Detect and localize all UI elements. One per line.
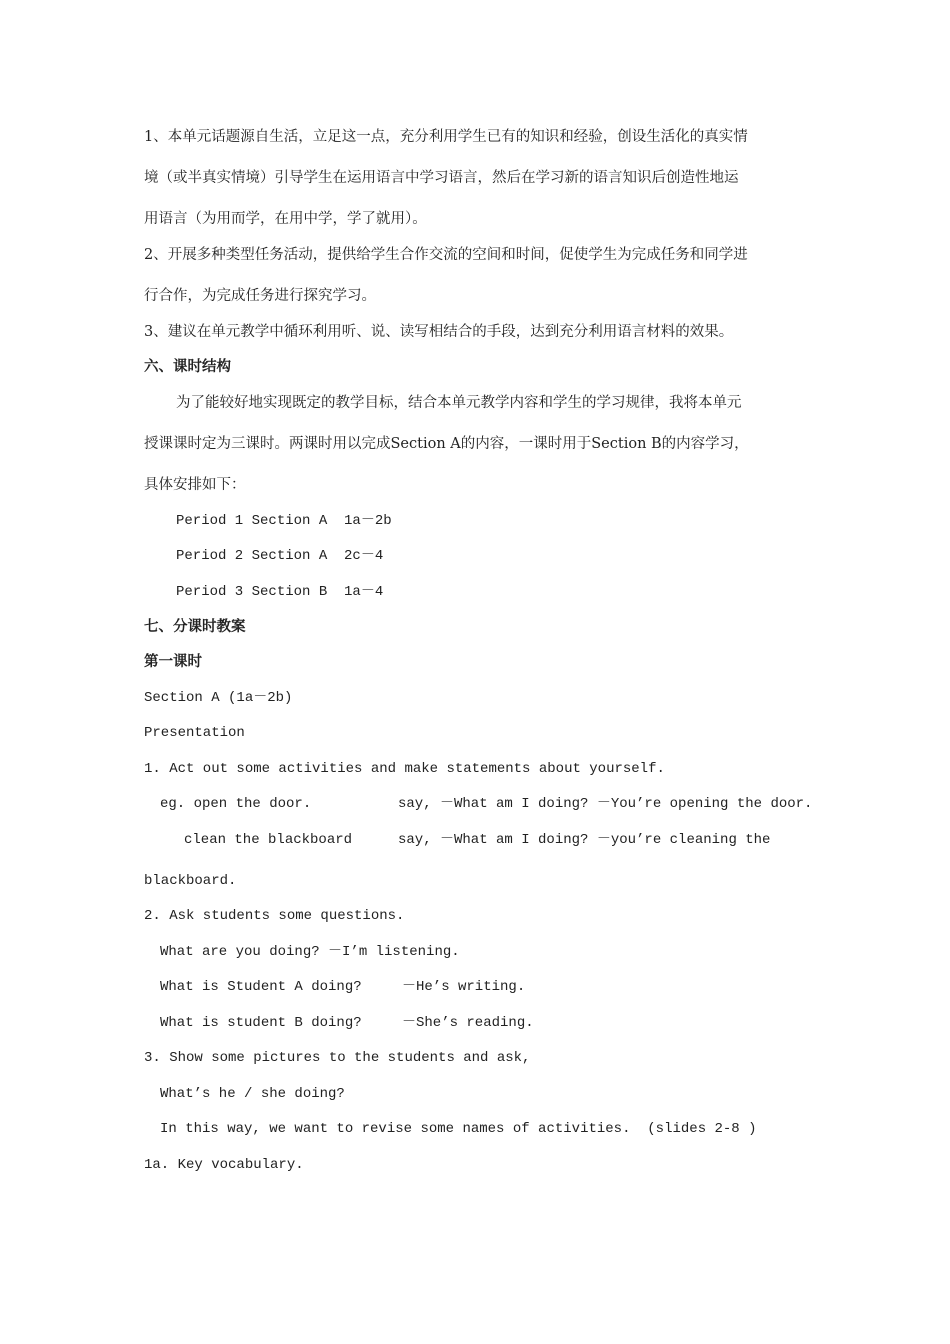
section-6-line-3: 具体安排如下： <box>144 477 246 493</box>
period-1-line: Period 1 Section A 1a－2b <box>176 513 392 529</box>
intro-para-3-line-1: 3、建议在单元教学中循环利用听、说、读写相结合的手段，达到充分利用语言材料的效果。 <box>144 324 734 340</box>
example-2-action: clean the blackboard <box>184 832 353 848</box>
example-1-dialogue: say, －What am I doing? －You’re opening the door. <box>398 796 813 812</box>
intro-para-1-line-3: 用语言（为用而学，在用中学，学了就用）。 <box>144 211 427 227</box>
answer-2-line: －He’s writing. <box>402 979 526 995</box>
step-3-note: In this way, we want to revise some names of activities. (slides 2-8 ) <box>160 1121 757 1137</box>
section-a-title: Section A (1a－2b) <box>144 690 293 706</box>
question-3-line: What is student B doing? <box>160 1015 362 1031</box>
answer-3-line: －She’s reading. <box>402 1015 534 1031</box>
lesson-1-subheading: 第一课时 <box>144 654 202 670</box>
question-2-line: What is Student A doing? <box>160 979 362 995</box>
key-vocabulary-line: 1a. Key vocabulary. <box>144 1157 304 1173</box>
presentation-label: Presentation <box>144 725 245 741</box>
section-6-line-2: 授课课时定为三课时。两课时用以完成Section A的内容，一课时用于Section B的内容学习， <box>144 436 749 452</box>
period-2-line: Period 2 Section A 2c－4 <box>176 548 384 564</box>
example-1-action: eg. open the door. <box>160 796 312 812</box>
section-6-line-1: 为了能较好地实现既定的教学目标，结合本单元教学内容和学生的学习规律，我将本单元 <box>176 395 742 411</box>
step-1-line: 1. Act out some activities and make statements about yourself. <box>144 761 665 777</box>
step-2-line: 2. Ask students some questions. <box>144 908 405 924</box>
step-3-line: 3. Show some pictures to the students and ask, <box>144 1050 531 1066</box>
question-1-line: What are you doing? －I’m listening. <box>160 944 460 960</box>
example-2-continuation: blackboard. <box>144 873 237 889</box>
intro-para-1-line-1: 1、本单元话题源自生活，立足这一点，充分利用学生已有的知识和经验，创设生活化的真实情 <box>144 129 748 145</box>
period-3-line: Period 3 Section B 1a－4 <box>176 584 384 600</box>
intro-para-2-line-2: 行合作，为完成任务进行探究学习。 <box>144 288 376 304</box>
section-6-heading: 六、课时结构 <box>144 359 231 375</box>
intro-para-2-line-1: 2、开展多种类型任务活动，提供给学生合作交流的空间和时间，促使学生为完成任务和同学进 <box>144 247 748 263</box>
example-2-dialogue: say, －What am I doing? －you’re cleaning the <box>398 832 771 848</box>
intro-para-1-line-2: 境（或半真实情境）引导学生在运用语言中学习语言，然后在学习新的语言知识后创造性地运 <box>144 170 739 186</box>
step-3-question: What’s he / she doing? <box>160 1086 345 1102</box>
section-7-heading: 七、分课时教案 <box>144 619 246 635</box>
